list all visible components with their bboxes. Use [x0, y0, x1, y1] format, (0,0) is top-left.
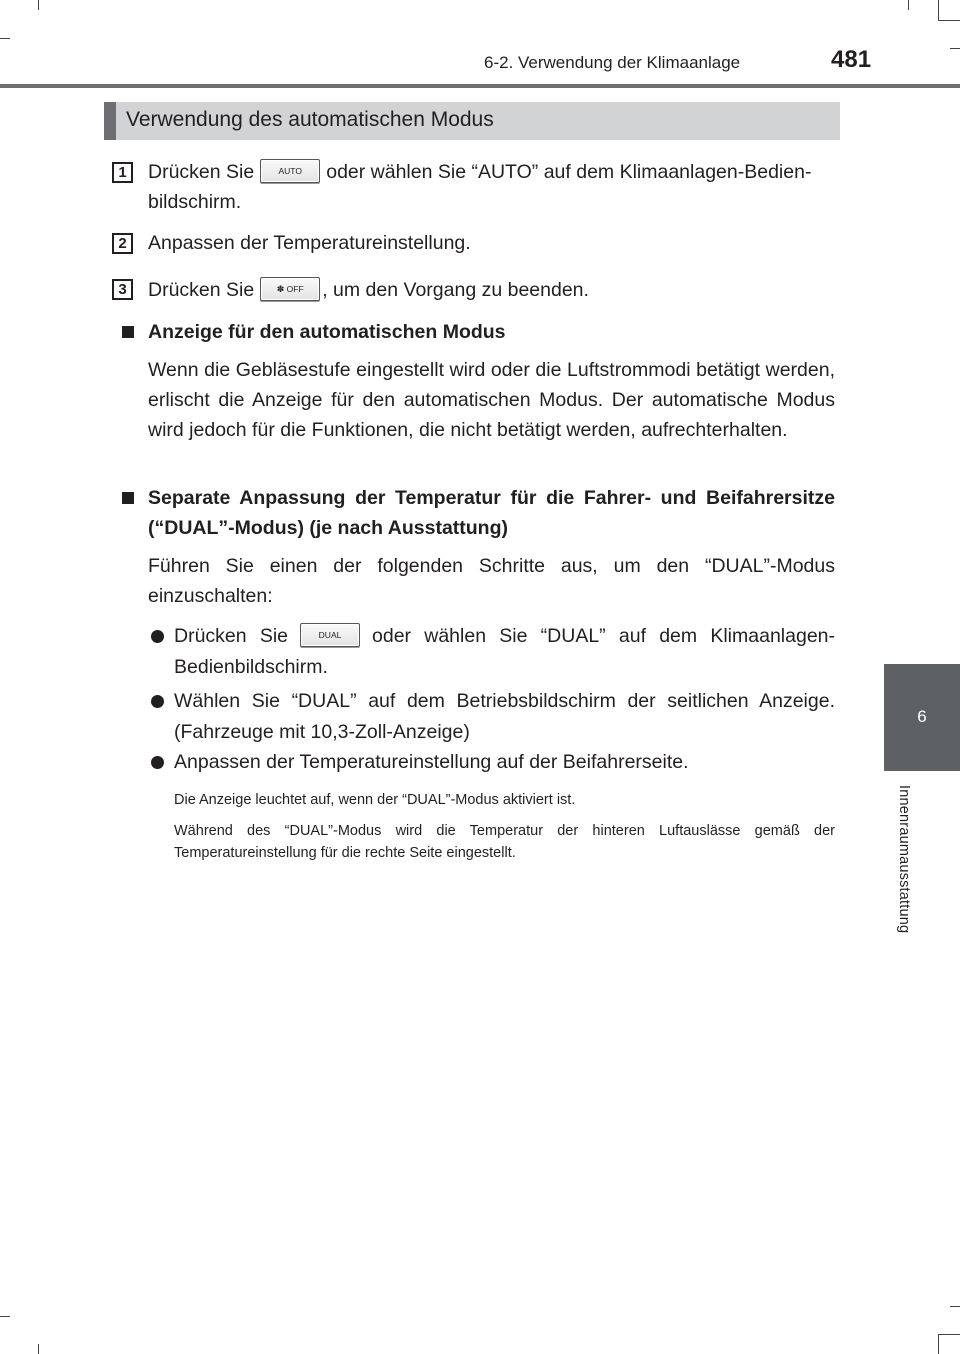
step-number: 3	[112, 279, 133, 300]
dual-heading	[122, 483, 835, 543]
step-1-after: oder wählen Sie “AUTO” auf dem Klimaanlagen-Bedien-	[326, 161, 812, 183]
crop-mark	[938, 1334, 960, 1335]
dual-note-1: Die Anzeige leuchtet auf, wenn der “DUAL”-Modus aktiviert ist.	[174, 792, 576, 808]
crop-mark	[938, 20, 960, 21]
step-3-before: Drücken Sie	[148, 279, 255, 301]
step-3-after: , um den Vorgang zu beenden.	[322, 279, 589, 301]
crop-mark	[0, 38, 10, 39]
dual-bullet-1-before: Drücken Sie	[174, 625, 289, 647]
dual-bullet-3	[148, 747, 835, 778]
bullet-dot-icon	[151, 630, 164, 643]
chapter-tab-number: 6	[917, 707, 927, 726]
crop-mark	[950, 48, 960, 49]
fan-off-label: OFF	[286, 283, 304, 294]
crop-mark	[938, 1334, 939, 1354]
dual-note-2: Während des “DUAL”-Modus wird die Temperatur der hinteren Luftauslässe gemäß der Temperatureinstellung für die rechte Seite eingestellt.	[174, 823, 835, 861]
section-title: Verwendung des automatischen Modus	[126, 108, 494, 131]
dual-intro: Führen Sie einen der folgenden Schritte aus, um den “DUAL”-Modus einzuschalten:	[148, 555, 835, 607]
header-rule	[0, 84, 960, 88]
auto-indicator-heading	[122, 317, 835, 347]
fan-off-button	[260, 277, 320, 301]
auto-indicator-heading-text: Anzeige für den automatischen Modus	[148, 321, 506, 343]
dual-bullet-1-text	[148, 621, 835, 683]
page-number: 481	[831, 46, 872, 73]
step-number: 1	[112, 162, 133, 183]
auto-button: AUTO	[260, 159, 320, 183]
chapter-tab	[884, 664, 960, 771]
fan-icon: ✽	[276, 283, 285, 294]
chapter-title: 6-2. Verwendung der Klimaanlage	[484, 53, 741, 72]
step-3-text	[148, 275, 835, 305]
auto-indicator-body: Wenn die Gebläsestufe eingestellt wird oder die Luftstrommodi betätigt werden, erlischt die Anzeige für den automatischen Modus. Der automatische Modus wird jedoch für die Funktionen, die nicht betätigt werden, aufrechterhalten.	[148, 359, 835, 441]
dual-bullet-2	[148, 686, 835, 748]
step-2-text: Anpassen der Temperatureinstellung.	[148, 232, 471, 254]
crop-mark	[950, 1306, 960, 1307]
square-bullet-icon	[122, 326, 134, 338]
section-header	[104, 102, 840, 140]
crop-mark	[908, 0, 909, 10]
dual-bullet-1-after: oder wählen Sie “DUAL” auf dem Klimaanlagen-Bedienbildschirm.	[174, 625, 835, 678]
square-bullet-icon	[122, 492, 134, 504]
dual-button: DUAL	[300, 623, 360, 647]
step-1-continuation: bildschirm.	[148, 191, 242, 213]
step-1-text	[148, 157, 835, 217]
chapter-tab-label: Innenraumausstattung	[896, 785, 912, 934]
bullet-dot-icon	[151, 756, 164, 769]
crop-mark	[938, 0, 939, 20]
crop-mark	[38, 1344, 39, 1354]
crop-mark	[38, 0, 39, 10]
dual-bullet-2-text: Wählen Sie “DUAL” auf dem Betriebsbildschirm der seitlichen Anzeige.(Fahrzeuge mit 10,3-Zoll-Anzeige)	[174, 690, 835, 743]
dual-bullet-3-text: Anpassen der Temperatureinstellung auf der Beifahrerseite.	[174, 751, 689, 773]
step-1-before: Drücken Sie	[148, 161, 255, 183]
bullet-dot-icon	[151, 695, 164, 708]
crop-mark	[0, 1316, 10, 1317]
step-number: 2	[112, 233, 133, 254]
dual-heading-text: Separate Anpassung der Temperatur für die Fahrer- und Beifahrersitze (“DUAL”-Modus) (je nach Ausstattung)	[148, 487, 835, 539]
dual-bullet-1	[148, 621, 835, 683]
